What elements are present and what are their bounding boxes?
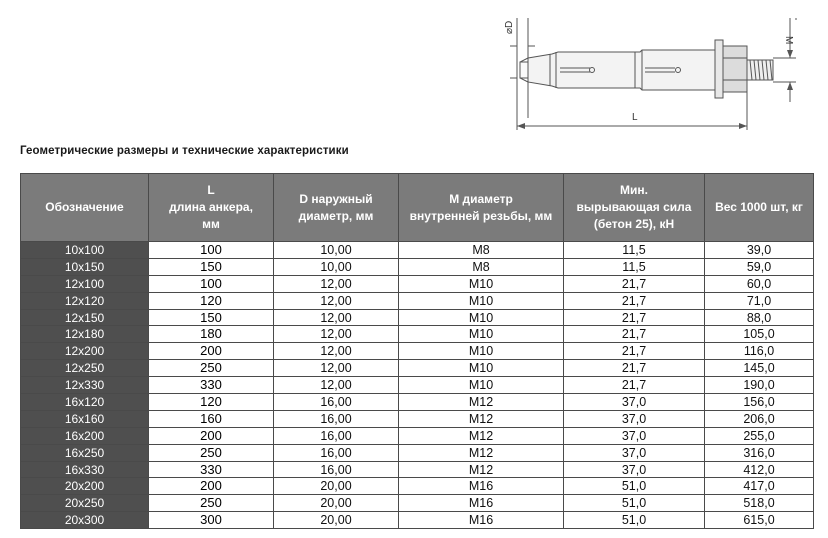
cell-length: 250 [149,444,274,461]
cell-force: 11,5 [564,242,705,259]
table-row [21,394,814,411]
cell-diameter: 20,00 [274,495,399,512]
cell-weight: 88,0 [705,309,814,326]
cell-thread: M12 [399,427,564,444]
cell-thread: M12 [399,461,564,478]
header-thread-diameter: М диаметр внутренней резьбы, мм [399,174,564,242]
cell-force: 51,0 [564,495,705,512]
cell-length: 300 [149,512,274,529]
cell-designation: 10x100 [21,242,149,259]
cell-diameter: 10,00 [274,258,399,275]
table-row [21,292,814,309]
cell-force: 21,7 [564,343,705,360]
cell-diameter: 16,00 [274,461,399,478]
cell-force: 21,7 [564,309,705,326]
cell-designation: 16x160 [21,410,149,427]
cell-thread: M12 [399,394,564,411]
specifications-table [20,173,814,529]
cell-weight: 190,0 [705,377,814,394]
cell-thread: M10 [399,377,564,394]
cell-diameter: 16,00 [274,427,399,444]
cell-thread: M10 [399,309,564,326]
cell-designation: 20x300 [21,512,149,529]
cell-weight: 60,0 [705,275,814,292]
cell-thread: M16 [399,495,564,512]
cell-length: 330 [149,377,274,394]
header-designation: Обозначение [21,174,149,242]
cell-weight: 615,0 [705,512,814,529]
table-row [21,258,814,275]
cell-designation: 12x120 [21,292,149,309]
header-pullout-force: Мин. вырывающая сила (бетон 25), кН [564,174,705,242]
cell-designation: 12x200 [21,343,149,360]
cell-diameter: 12,00 [274,292,399,309]
cell-designation: 16x120 [21,394,149,411]
cell-force: 51,0 [564,478,705,495]
section-title: Геометрические размеры и технические характеристики [20,145,349,157]
cell-weight: 105,0 [705,326,814,343]
length-label: L [632,112,638,123]
cell-designation: 12x150 [21,309,149,326]
cell-length: 120 [149,292,274,309]
cell-length: 250 [149,360,274,377]
cell-weight: 116,0 [705,343,814,360]
cell-length: 100 [149,242,274,259]
cell-weight: 206,0 [705,410,814,427]
table-row [21,495,814,512]
cell-length: 200 [149,343,274,360]
table-row [21,410,814,427]
cell-length: 120 [149,394,274,411]
header-weight: Вес 1000 шт, кг [705,174,814,242]
cell-diameter: 12,00 [274,309,399,326]
table-row [21,326,814,343]
cell-designation: 12x100 [21,275,149,292]
table-row [21,512,814,529]
cell-weight: 255,0 [705,427,814,444]
cell-force: 37,0 [564,444,705,461]
cell-force: 51,0 [564,512,705,529]
cell-weight: 39,0 [705,242,814,259]
cell-length: 330 [149,461,274,478]
cell-force: 37,0 [564,461,705,478]
table-row [21,275,814,292]
cell-weight: 518,0 [705,495,814,512]
table-row [21,427,814,444]
cell-thread: M8 [399,242,564,259]
cell-thread: M10 [399,360,564,377]
cell-force: 37,0 [564,394,705,411]
cell-diameter: 12,00 [274,343,399,360]
cell-weight: 71,0 [705,292,814,309]
cell-thread: M16 [399,478,564,495]
cell-thread: M8 [399,258,564,275]
cell-weight: 145,0 [705,360,814,377]
header-outer-diameter: D наружный диаметр, мм [274,174,399,242]
cell-diameter: 12,00 [274,360,399,377]
table-header-row [21,174,814,242]
cell-length: 160 [149,410,274,427]
cell-designation: 20x250 [21,495,149,512]
cell-weight: 316,0 [705,444,814,461]
cell-force: 21,7 [564,377,705,394]
cell-designation: 12x250 [21,360,149,377]
cell-diameter: 16,00 [274,394,399,411]
cell-weight: 412,0 [705,461,814,478]
cell-force: 21,7 [564,326,705,343]
cell-length: 200 [149,478,274,495]
table-body [21,242,814,529]
cell-length: 150 [149,309,274,326]
cell-diameter: 20,00 [274,512,399,529]
cell-force: 37,0 [564,427,705,444]
table-row [21,242,814,259]
thread-label: M [783,36,794,45]
cell-designation: 20x200 [21,478,149,495]
anchor-bolt-drawing [490,6,820,138]
header-length: L длина анкера, мм [149,174,274,242]
cell-thread: M12 [399,410,564,427]
cell-designation: 12x330 [21,377,149,394]
cell-diameter: 16,00 [274,444,399,461]
cell-force: 37,0 [564,410,705,427]
diameter-label: ⌀D [504,20,515,34]
cell-length: 180 [149,326,274,343]
table-row [21,309,814,326]
cell-diameter: 10,00 [274,242,399,259]
cell-force: 11,5 [564,258,705,275]
table-row [21,377,814,394]
cell-thread: M10 [399,292,564,309]
cell-diameter: 12,00 [274,326,399,343]
cell-thread: M10 [399,275,564,292]
cell-length: 250 [149,495,274,512]
cell-length: 150 [149,258,274,275]
cell-diameter: 12,00 [274,377,399,394]
cell-designation: 16x330 [21,461,149,478]
cell-force: 21,7 [564,292,705,309]
table-row [21,343,814,360]
cell-thread: M16 [399,512,564,529]
cell-weight: 59,0 [705,258,814,275]
cell-weight: 156,0 [705,394,814,411]
cell-designation: 12x180 [21,326,149,343]
cell-designation: 10x150 [21,258,149,275]
cell-thread: M12 [399,444,564,461]
cell-length: 200 [149,427,274,444]
table-row [21,461,814,478]
cell-diameter: 16,00 [274,410,399,427]
cell-weight: 417,0 [705,478,814,495]
cell-diameter: 20,00 [274,478,399,495]
table-row [21,478,814,495]
table-row [21,360,814,377]
cell-thread: M10 [399,326,564,343]
cell-length: 100 [149,275,274,292]
cell-force: 21,7 [564,275,705,292]
cell-designation: 16x250 [21,444,149,461]
cell-diameter: 12,00 [274,275,399,292]
cell-force: 21,7 [564,360,705,377]
table-row [21,444,814,461]
cell-designation: 16x200 [21,427,149,444]
cell-thread: M10 [399,343,564,360]
